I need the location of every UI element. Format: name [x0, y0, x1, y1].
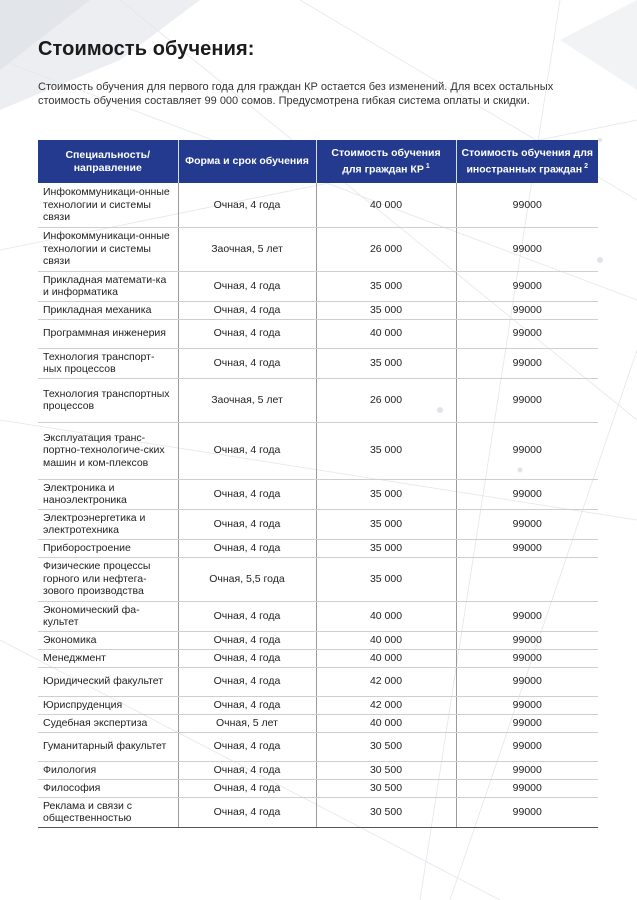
specialty-cell: Юриспруденция [38, 696, 178, 714]
table-row [38, 348, 598, 378]
table-row [38, 557, 598, 601]
specialty-cell: Физические процессы горного или нефтега-зового производства [38, 557, 178, 601]
table-header-row [38, 140, 598, 183]
cost-kr-cell: 42 000 [316, 667, 456, 696]
cost-foreign-cell: 99000 [456, 319, 598, 348]
cost-kr-cell: 40 000 [316, 631, 456, 649]
cost-kr-cell: 35 000 [316, 422, 456, 479]
cost-foreign-cell: 99000 [456, 797, 598, 827]
cost-kr-cell: 35 000 [316, 479, 456, 509]
form-cell: Очная, 4 года [178, 631, 316, 649]
cost-foreign-cell: 99000 [456, 761, 598, 779]
cost-kr-cell: 35 000 [316, 539, 456, 557]
header-form-label: Форма и срок обучения [185, 155, 309, 167]
cost-kr-cell: 30 500 [316, 797, 456, 827]
table-row [38, 732, 598, 761]
cost-foreign-cell: 99000 [456, 422, 598, 479]
cost-kr-cell: 35 000 [316, 557, 456, 601]
cost-kr-cell: 40 000 [316, 714, 456, 732]
form-cell: Очная, 4 года [178, 696, 316, 714]
form-cell: Очная, 4 года [178, 601, 316, 631]
form-cell: Очная, 4 года [178, 301, 316, 319]
specialty-cell: Юридический факультет [38, 667, 178, 696]
page-title: Стоимость обучения: [38, 38, 255, 60]
form-cell: Очная, 4 года [178, 779, 316, 797]
specialty-cell: Филология [38, 761, 178, 779]
form-cell: Очная, 4 года [178, 348, 316, 378]
form-cell: Очная, 4 года [178, 183, 316, 227]
header-cost-foreign-label: Стоимость обучения для иностранных граждан [461, 146, 594, 176]
header-specialty-label: Специальность/ направление [65, 148, 151, 174]
cost-kr-cell: 35 000 [316, 348, 456, 378]
form-cell: Очная, 4 года [178, 479, 316, 509]
table-row [38, 509, 598, 539]
cost-foreign-cell: 99000 [456, 271, 598, 301]
table-row [38, 378, 598, 422]
cost-kr-cell: 35 000 [316, 271, 456, 301]
header-specialty [38, 140, 178, 183]
specialty-cell: Менеджмент [38, 649, 178, 667]
specialty-cell: Инфокоммуникаци-онные технологии и системы связи [38, 183, 178, 227]
specialty-cell: Программная инженерия [38, 319, 178, 348]
specialty-cell: Гуманитарный факультет [38, 732, 178, 761]
cost-foreign-cell: 99000 [456, 348, 598, 378]
specialty-cell: Экономический фа-культет [38, 601, 178, 631]
specialty-cell: Технология транспортных процессов [38, 378, 178, 422]
specialty-cell: Электроэнергетика и электротехника [38, 509, 178, 539]
cost-foreign-cell: 99000 [456, 649, 598, 667]
cost-kr-cell: 40 000 [316, 649, 456, 667]
cost-kr-cell: 42 000 [316, 696, 456, 714]
cost-foreign-cell: 99000 [456, 227, 598, 271]
cost-kr-cell: 26 000 [316, 378, 456, 422]
table-row [38, 319, 598, 348]
cost-foreign-cell: 99000 [456, 601, 598, 631]
cost-kr-cell: 30 500 [316, 779, 456, 797]
form-cell: Очная, 4 года [178, 539, 316, 557]
cost-foreign-cell: 99000 [456, 667, 598, 696]
cost-foreign-cell: 99000 [456, 714, 598, 732]
cost-foreign-cell: 99000 [456, 378, 598, 422]
cost-foreign-cell: 99000 [456, 779, 598, 797]
cost-kr-cell: 40 000 [316, 319, 456, 348]
cost-kr-cell: 35 000 [316, 301, 456, 319]
specialty-cell: Прикладная математи-ка и информатика [38, 271, 178, 301]
header-form [178, 140, 316, 183]
table-row [38, 779, 598, 797]
specialty-cell: Эксплуатация транс-портно-технологиче-ских машин и ком-плексов [38, 422, 178, 479]
specialty-cell: Судебная экспертиза [38, 714, 178, 732]
cost-foreign-cell [456, 557, 598, 601]
table-row [38, 301, 598, 319]
table-row [38, 631, 598, 649]
cost-foreign-cell: 99000 [456, 301, 598, 319]
form-cell: Очная, 4 года [178, 732, 316, 761]
cost-kr-cell: 30 500 [316, 732, 456, 761]
cost-foreign-cell: 99000 [456, 509, 598, 539]
header-cost-kr [316, 140, 456, 183]
cost-foreign-cell: 99000 [456, 696, 598, 714]
header-cost-kr-label: Стоимость обучения для граждан КР [331, 146, 441, 176]
table-row [38, 227, 598, 271]
table-row [38, 667, 598, 696]
cost-foreign-cell: 99000 [456, 631, 598, 649]
cost-kr-cell: 40 000 [316, 601, 456, 631]
table-row [38, 714, 598, 732]
cost-kr-cell: 26 000 [316, 227, 456, 271]
cost-foreign-cell: 99000 [456, 183, 598, 227]
cost-foreign-cell: 99000 [456, 732, 598, 761]
specialty-cell: Инфокоммуникаци-онные технологии и системы связи [38, 227, 178, 271]
table-row [38, 422, 598, 479]
table-row [38, 539, 598, 557]
cost-foreign-cell: 99000 [456, 479, 598, 509]
form-cell: Очная, 4 года [178, 271, 316, 301]
form-cell: Очная, 4 года [178, 667, 316, 696]
form-cell: Очная, 4 года [178, 797, 316, 827]
form-cell: Очная, 4 года [178, 761, 316, 779]
form-cell: Очная, 4 года [178, 319, 316, 348]
form-cell: Очная, 5,5 года [178, 557, 316, 601]
form-cell: Очная, 4 года [178, 649, 316, 667]
specialty-cell: Прикладная механика [38, 301, 178, 319]
form-cell: Очная, 4 года [178, 422, 316, 479]
table-row [38, 183, 598, 227]
form-cell: Заочная, 5 лет [178, 378, 316, 422]
cost-foreign-cell: 99000 [456, 539, 598, 557]
specialty-cell: Философия [38, 779, 178, 797]
table-row [38, 601, 598, 631]
specialty-cell: Электроника и наноэлектроника [38, 479, 178, 509]
tuition-table [38, 140, 598, 828]
table-row [38, 696, 598, 714]
table-row [38, 479, 598, 509]
table-row [38, 649, 598, 667]
footnote-marker-1: 1 [425, 162, 430, 170]
specialty-cell: Технология транспорт-ных процессов [38, 348, 178, 378]
cost-kr-cell: 40 000 [316, 183, 456, 227]
footnote-marker-2: 2 [584, 162, 589, 170]
specialty-cell: Приборостроение [38, 539, 178, 557]
header-cost-foreign [456, 140, 598, 183]
form-cell: Очная, 5 лет [178, 714, 316, 732]
form-cell: Очная, 4 года [178, 509, 316, 539]
cost-kr-cell: 35 000 [316, 509, 456, 539]
specialty-cell: Реклама и связи с общественностью [38, 797, 178, 827]
specialty-cell: Экономика [38, 631, 178, 649]
form-cell: Заочная, 5 лет [178, 227, 316, 271]
table-row [38, 797, 598, 827]
intro-paragraph: Стоимость обучения для первого года для граждан КР остается без изменений. Для всех остальных стоимость обучения составляет 99 000 сомов. Предусмотрена гибкая система оплаты и скидки. [38, 81, 554, 107]
table-row [38, 761, 598, 779]
table-row [38, 271, 598, 301]
cost-kr-cell: 30 500 [316, 761, 456, 779]
